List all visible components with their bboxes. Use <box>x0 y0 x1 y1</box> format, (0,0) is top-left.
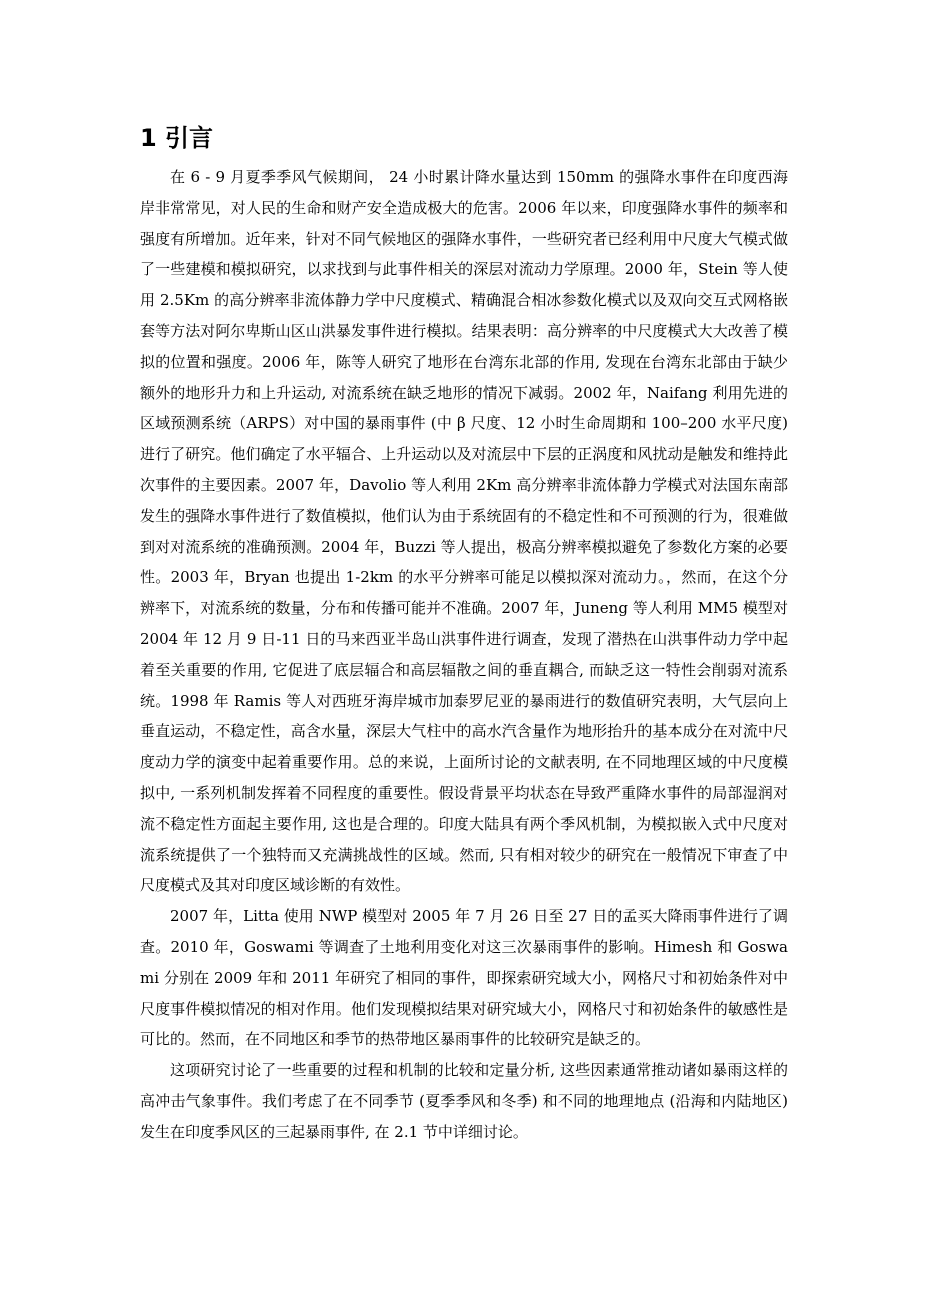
paragraph-3: 这项研究讨论了一些重要的过程和机制的比较和定量分析, 这些因素通常推动诸如暴雨这样的高冲击气象事件。我们考虑了在不同季节 (夏季季风和冬季) 和不同的地理地点 (沿海和内陆地区) 发生在印度季风区的三起暴雨事件, 在 2.1 节中详细讨论。 <box>140 1061 788 1141</box>
paragraph-2: 2007 年，Litta 使用 NWP 模型对 2005 年 7 月 26 日至 27 日的孟买大降雨事件进行了调查。2010 年，Goswami 等调查了土地利用变化对这三次暴雨事件的影响。Himesh 和 Goswami 分别在 2009 年和 2011 年研究了相同的事件，即探索研究域大小，网格尺寸和初始条件对中尺度事件模拟情况的相对作用。他们发现模拟结果对研究域大小，网格尺寸和初始条件的敏感性是可比的。然而，在不同地区和季节的热带地区暴雨事件的比较研究是缺乏的。 <box>140 907 788 1049</box>
section-body <box>140 162 788 1148</box>
paragraph-1: 在 6 - 9 月夏季季风气候期间， 24 小时累计降水量达到 150mm 的强降水事件在印度西海岸非常常见，对人民的生命和财产安全造成极大的危害。2006 年以来，印度强降水事件的频率和强度有所增加。近年来，针对不同气候地区的强降水事件，一些研究者已经利用中尺度大气模式做了一些建模和模拟研究，以求找到与此事件相关的深层对流动力学原理。2000 年，Stein 等人使用 2.5Km 的高分辨率非流体静力学中尺度模式、精确混合相冰参数化模式以及双向交互式网格嵌套等方法对阿尔卑斯山区山洪暴发事件进行模拟。结果表明：高分辨率的中尺度模式大大改善了模拟的位置和强度。2006 年，陈等人研究了地形在台湾东北部的作用, 发现在台湾东北部由于缺少额外的地形升力和上升运动, 对流系统在缺乏地形的情况下减弱。2002 年，Naifang 利用先进的区域预测系统（ARPS）对中国的暴雨事件 (中 β 尺度、12 小时生命周期和 100–200 水平尺度) 进行了研究。他们确定了水平辐合、上升运动以及对流层中下层的正涡度和风扰动是触发和维持此次事件的主要因素。2007 年，Davolio 等人利用 2Km 高分辨率非流体静力学模式对法国东南部发生的强降水事件进行了数值模拟，他们认为由于系统固有的不稳定性和不可预测的行为，很难做到对对流系统的准确预测。2004 年，Buzzi 等人提出，极高分辨率模拟避免了参数化方案的必要性。2003 年，Bryan 也提出 1-2km 的水平分辨率可能足以模拟深对流动力。，然而，在这个分辨率下，对流系统的数量，分布和传播可能并不准确。2007 年，Juneng 等人利用 MM5 模型对 2004 年 12 月 9 日-11 日的马来西亚半岛山洪事件进行调查，发现了潜热在山洪事件动力学中起着至关重要的作用, 它促进了底层辐合和高层辐散之间的垂直耦合, 而缺乏这一特性会削弱对流系统。1998 年 Ramis 等人对西班牙海岸城市加泰罗尼亚的暴雨进行的数值研究表明，大气层向上垂直运动，不稳定性，高含水量，深层大气柱中的高水汽含量作为地形抬升的基本成分在对流中尺度动力学的演变中起着重要作用。总的来说，上面所讨论的文献表明, 在不同地理区域的中尺度模拟中, 一系列机制发挥着不同程度的重要性。假设背景平均状态在导致严重降水事件的局部湿润对流不稳定性方面起主要作用, 这也是合理的。印度大陆具有两个季风机制，为模拟嵌入式中尺度对流系统提供了一个独特而又充满挑战性的区域。然而, 只有相对较少的研究在一般情况下审查了中尺度模式及其对印度区域诊断的有效性。 <box>140 168 788 895</box>
section-heading: 1 引言 <box>140 124 214 152</box>
